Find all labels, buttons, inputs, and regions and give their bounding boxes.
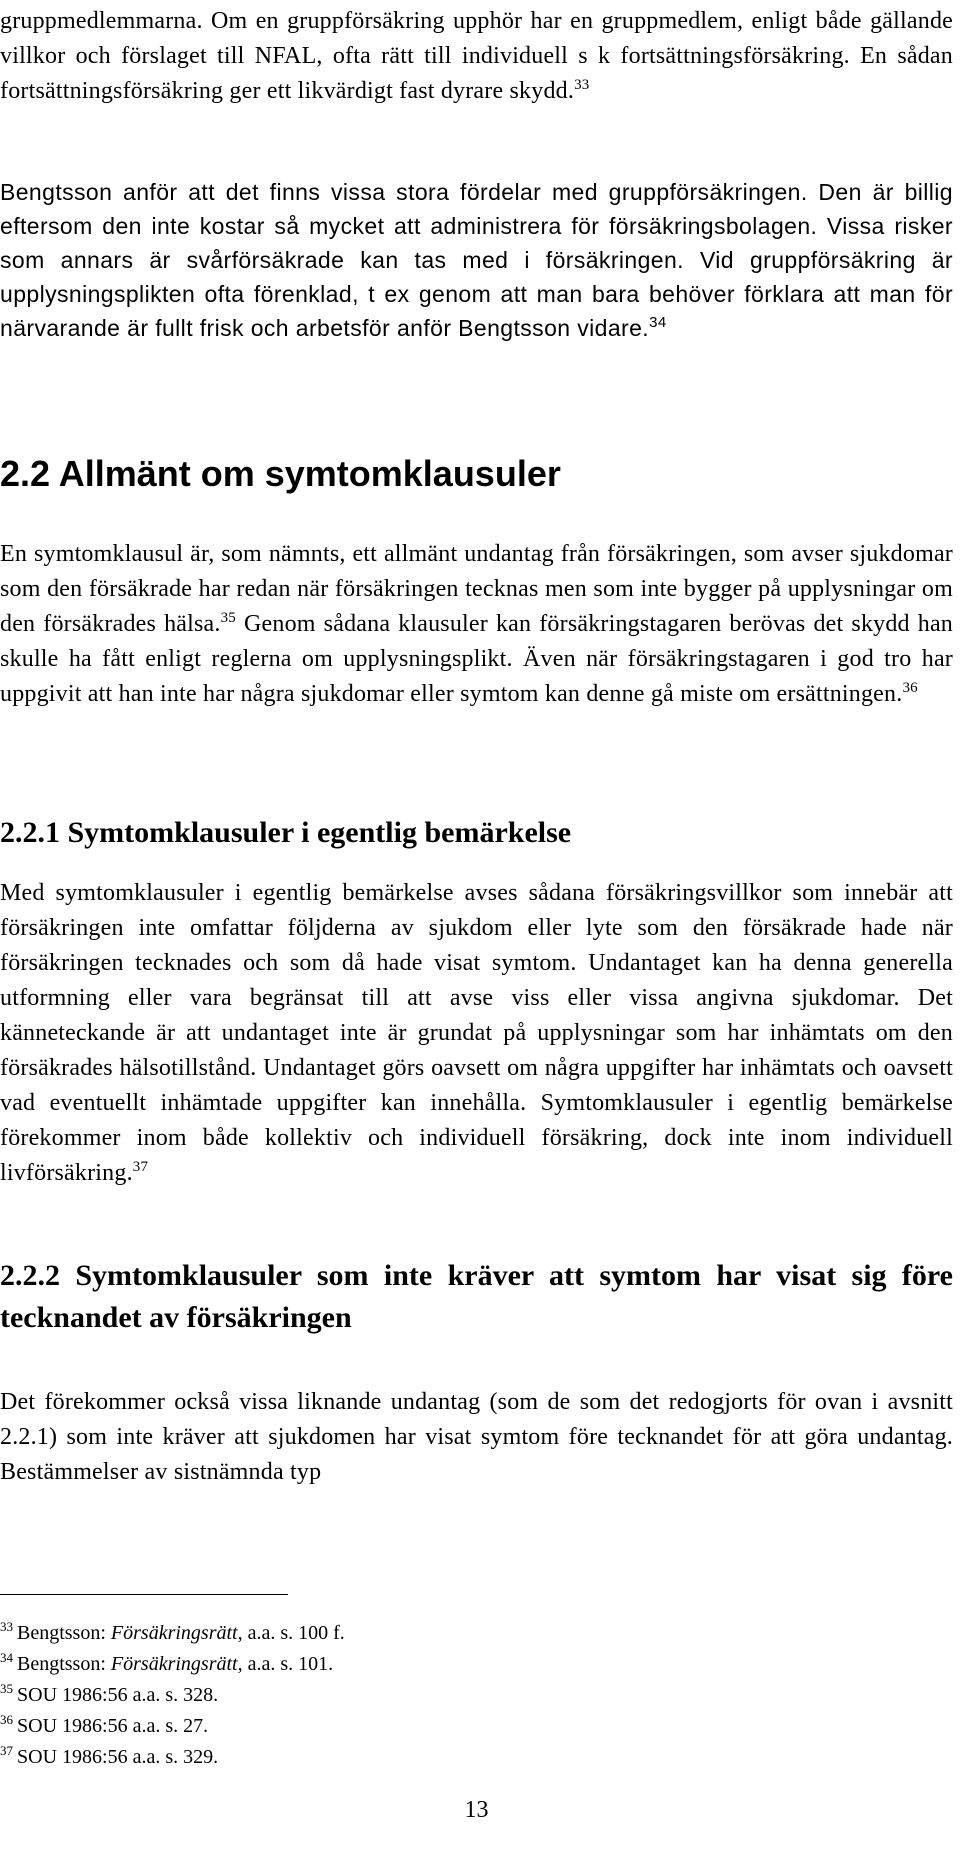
- footnote-item: [0, 1649, 345, 1680]
- paragraph-text: Det förekommer också vissa liknande undantag (som de som det redogjorts för ovan i avsnitt 2.2.1) som inte kräver att sjukdomen har visat symtom före tecknandet för att göra undantag. Bestämmelser av sistnämnda typ: [0, 1389, 953, 1485]
- footnote-item: [0, 1742, 345, 1773]
- footnote-text: a.a. s. 100 f.: [242, 1622, 345, 1644]
- paragraph-2-2: [0, 537, 953, 712]
- footnote-ref[interactable]: 35: [220, 610, 237, 626]
- footnote-title: Försäkringsrätt,: [110, 1653, 243, 1675]
- footnote-ref[interactable]: 36: [902, 680, 918, 696]
- footnote-ref[interactable]: 33: [574, 77, 590, 93]
- footnote-number: 35: [0, 1681, 13, 1696]
- paragraph-bengtsson: [0, 175, 953, 345]
- paragraph-intro: [0, 4, 953, 109]
- section-heading-2-2-2: 2.2.2 Symtomklausuler som inte kräver att symtom har visat sig före tecknandet av försäkringen: [0, 1259, 953, 1334]
- page-number: 13: [464, 1797, 489, 1823]
- footnote-number: 37: [0, 1743, 13, 1758]
- footnote-title: Försäkringsrätt,: [110, 1622, 243, 1644]
- footnote-number: 33: [0, 1619, 13, 1634]
- footnote-number: 36: [0, 1712, 13, 1727]
- footnote-text: SOU 1986:56 a.a. s. 328.: [17, 1684, 219, 1706]
- footnote-item: [0, 1711, 345, 1742]
- footnote-list: [0, 1618, 345, 1773]
- paragraph-2-2-2: [0, 1385, 953, 1490]
- footnote-text: a.a. s. 101.: [242, 1653, 334, 1675]
- paragraph-text: Bengtsson anför att det finns vissa stora fördelar med gruppförsäkringen. Den är billig eftersom den inte kostar så mycket att administrera för försäkringsbolagen. Vissa risker som annars är svårförsäkrade kan tas med i försäkringen. Vid gruppförsäkring är upplysningsplikten ofta förenklad, t ex genom att man bara behöver förklara att man för närvarande är fullt frisk och arbetsför anför Bengtsson vidare.: [0, 179, 953, 341]
- paragraph-2-2-1: [0, 876, 953, 1191]
- footnote-number: 34: [0, 1650, 13, 1665]
- footnote-ref[interactable]: 37: [132, 1159, 149, 1175]
- paragraph-text: Med symtomklausuler i egentlig bemärkelse avses sådana försäkringsvillkor som innebär att försäkringen inte omfattar följderna av sjukdom eller lyte som den försäkrade hade när försäkringen tecknades och som då hade visat symtom. Undantaget kan ha denna generella utformning eller vara begränsat till att avse viss eller vissa angivna sjukdomar. Det känneteckande är att undantaget inte är grundat på upplysningar som har inhämtats om den försäkrades hälsotillstånd. Undantaget görs oavsett om några uppgifter har inhämtats och oavsett vad eventuellt inhämtade uppgifter kan innehålla. Symtomklausuler i egentlig bemärkelse förekommer inom både kollektiv och individuell försäkring, dock inte inom individuell livförsäkring.: [0, 880, 953, 1186]
- footnote-text: Bengtsson:: [17, 1622, 111, 1644]
- footnote-text: Bengtsson:: [17, 1653, 111, 1675]
- footnote-item: [0, 1618, 345, 1649]
- footnote-separator: [0, 1594, 288, 1595]
- section-heading-2-2-1: 2.2.1 Symtomklausuler i egentlig bemärkelse: [0, 816, 572, 849]
- footnote-item: [0, 1680, 345, 1711]
- section-heading-2-2: 2.2 Allmänt om symtomklausuler: [0, 453, 561, 494]
- paragraph-text: En symtomklausul är, som nämnts, ett allmänt undantag från försäkringen, som avser sjukdomar som den försäkrade har redan när försäkringen tecknas men som inte bygger på upplysningar om den försäkrades hälsa.: [0, 541, 953, 637]
- footnote-text: SOU 1986:56 a.a. s. 329.: [17, 1746, 219, 1768]
- paragraph-text: gruppmedlemmarna. Om en gruppförsäkring upphör har en gruppmedlem, enligt både gällande villkor och förslaget till NFAL, ofta rätt till individuell s k fortsättningsförsäkring. En sådan fortsättningsförsäkring ger ett likvärdigt fast dyrare skydd.: [0, 8, 953, 104]
- footnote-ref[interactable]: 34: [649, 314, 667, 331]
- paragraph-text: Genom sådana klausuler kan försäkringstagaren berövas det skydd han skulle ha fått enligt reglerna om upplysningsplikt. Även när försäkringstagaren i god tro har uppgivit att han inte har några sjukdomar eller symtom kan denne gå miste om ersättningen.: [0, 611, 954, 707]
- footnote-text: SOU 1986:56 a.a. s. 27.: [17, 1715, 209, 1737]
